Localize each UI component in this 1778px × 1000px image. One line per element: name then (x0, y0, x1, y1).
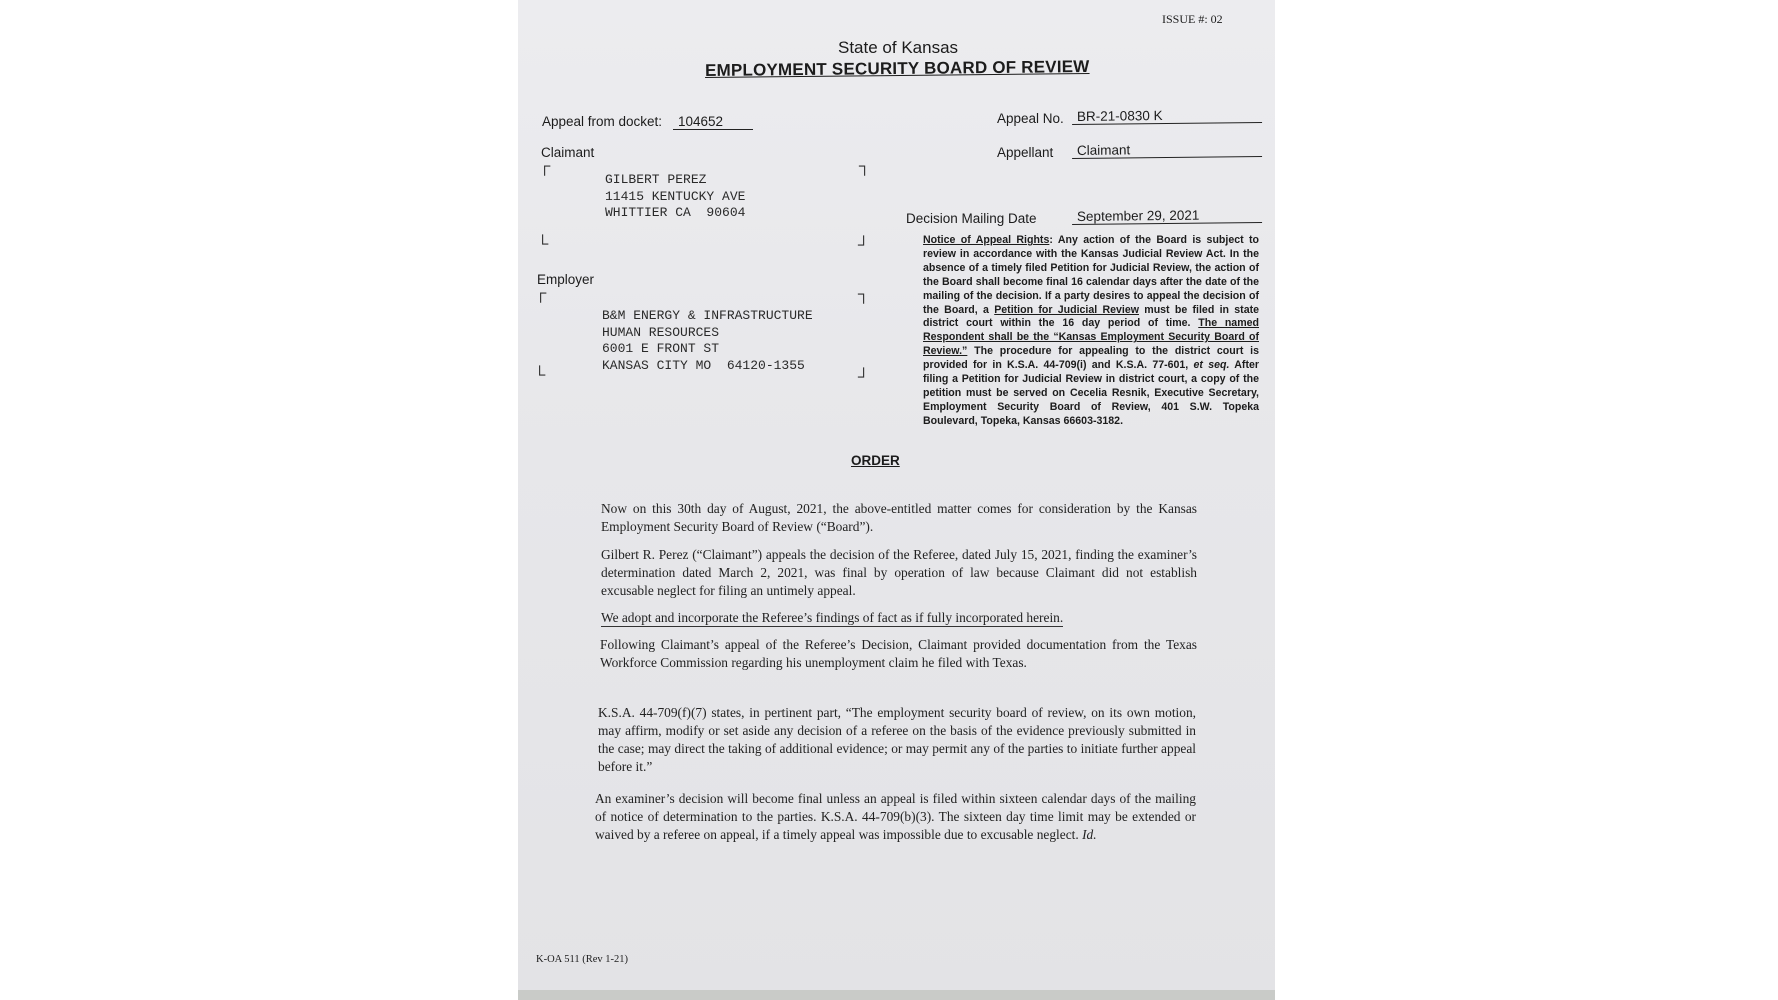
notice-title: Notice of Appeal Rights (923, 234, 1050, 246)
claimant-address (605, 172, 745, 222)
address-line: 6001 E FRONT ST (602, 341, 720, 356)
order-paragraph-2: Gilbert R. Perez (“Claimant”) appeals the decision of the Referee, dated July 15, 2021, finding the examiner’s determination dated March 2, 2021, was final by operation of law because Claimant did not establish excusable neglect for filing an untimely appeal. (601, 547, 1197, 598)
claimant-label: Claimant (541, 145, 595, 160)
employer-label: Employer (537, 272, 595, 287)
bracket-top-right: ┐ (859, 158, 871, 175)
employer-address (602, 308, 813, 374)
docket-label: Appeal from docket: (542, 114, 663, 129)
order-paragraph-4: Following Claimant’s appeal of the Referee’s Decision, Claimant provided documentation from the Texas Workforce Commission regarding his unemployment claim he filed with Texas. (600, 637, 1197, 670)
bracket-bottom-right: ┘ (858, 237, 870, 254)
appeal-no-value: BR-21-0830 K (1072, 107, 1262, 125)
document-page (518, 0, 1275, 1000)
appellant-value: Claimant (1072, 141, 1262, 159)
docket-value: 104652 (673, 114, 753, 130)
address-line: 11415 KENTUCKY AVE (605, 188, 746, 204)
adopt-findings-statement: We adopt and incorporate the Referee’s findings of fact as if fully incorporated herein. (601, 610, 1064, 625)
bracket-top-right: ┐ (858, 286, 870, 303)
bracket-bottom-left: └ (537, 236, 549, 253)
bracket-top-left: ┌ (539, 158, 551, 175)
named-respondent: The named Respondent shall be the “Kansas Employment Security Board of Review.” (923, 317, 1259, 358)
notice-of-appeal-rights: Notice of Appeal Rights: Any action of the Board is subject to review in accordance with the Kansas Judicial Review Act. In the absence of a timely filed Petition for Judicial Review, the action of the Board shall become final 16 calendar days after the date of the mailing of the decision. If a party desires to appeal the decision of the Board, a Petition for Judicial Review must be filed in state district court within the 16 day period of time. The named Respondent shall be the “Kansas Employment Security Board of Review.” The procedure for appealing to the district court is provided for in K.S.A. 44-709(i) and K.S.A. 77-601, et seq. After filing a Petition for Judicial Review in district court, a copy of the petition must be served on Cecelia Resnik, Executive Secretary, Employment Security Board of Review, 401 S.W. Topeka Boulevard, Topeka, Kansas 66603-3182. (923, 234, 1260, 427)
form-number: K-OA 511 (Rev 1-21) (536, 954, 629, 965)
address-line: HUMAN RESOURCES (602, 324, 720, 340)
mailing-date-value: September 29, 2021 (1072, 207, 1262, 225)
appellant-label: Appellant (997, 145, 1054, 160)
board-title: EMPLOYMENT SECURITY BOARD OF REVIEW (704, 56, 1090, 81)
address-line: GILBERT PEREZ (605, 172, 707, 187)
issue-number: ISSUE #: 02 (1162, 12, 1223, 26)
id-citation: Id. (1082, 827, 1097, 842)
bracket-bottom-right: ┘ (858, 369, 870, 386)
address-line: KANSAS CITY MO 64120-1355 (602, 357, 805, 373)
order-heading: ORDER (851, 453, 900, 468)
order-paragraph-6: An examiner’s decision will become final unless an appeal is filed within sixteen calendar days of the mailing of notice of determination to the parties. K.S.A. 44-709(b)(3). The sixteen day time limit may be extended or waived by a referee on appeal, if a timely appeal was impossible due to excusable neglect. Id. (595, 791, 1196, 842)
mailing-date-label: Decision Mailing Date (906, 211, 1037, 226)
order-paragraph-5: K.S.A. 44-709(f)(7) states, in pertinent part, “The employment security board of review, on its own motion, may affirm, modify or set aside any decision of a referee on the basis of the evidence previously submitted in the case; may direct the taking of additional evidence; or may permit any of the parties to initiate further appeal before it.” (598, 705, 1196, 774)
order-paragraph-1: Now on this 30th day of August, 2021, the above-entitled matter comes for consideration by the Kansas Employment Security Board of Review (“Board”). (601, 501, 1197, 534)
address-line: WHITTIER CA 90604 (605, 205, 746, 220)
bracket-bottom-left: └ (534, 367, 546, 384)
appeal-no-label: Appeal No. (997, 111, 1064, 126)
address-line: B&M ENERGY & INFRASTRUCTURE (602, 308, 813, 323)
petition-term: Petition for Judicial Review (994, 303, 1139, 316)
state-heading: State of Kansas (838, 38, 959, 57)
bracket-top-left: ┌ (535, 285, 547, 302)
order-paragraph-3 (601, 609, 1201, 627)
